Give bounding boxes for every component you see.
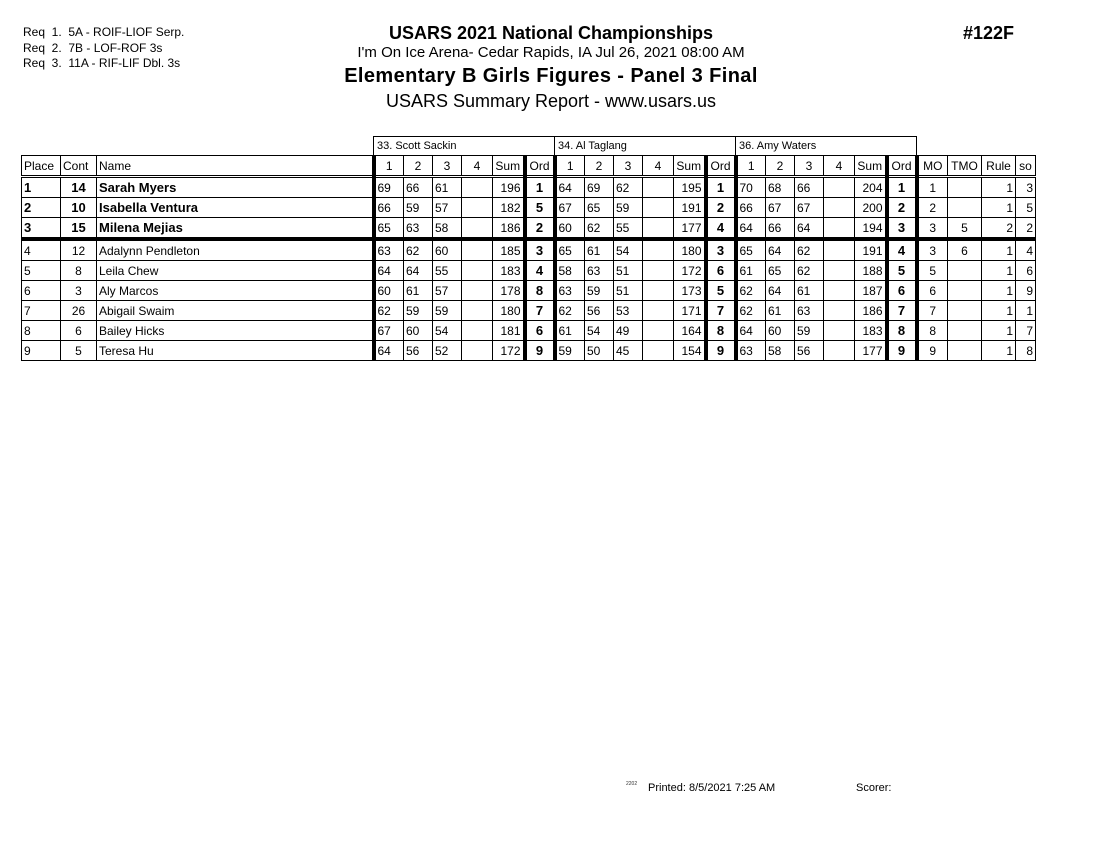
judges-row bbox=[22, 137, 1036, 156]
judge-sum-cell: 181 bbox=[493, 321, 525, 341]
figure-score-cell: 65 bbox=[374, 218, 404, 240]
competition-title: USARS 2021 National Championships bbox=[388, 23, 714, 43]
figure-score-cell: 66 bbox=[374, 198, 404, 218]
figure-score-cell: 55 bbox=[433, 261, 462, 281]
figure-score-cell: 69 bbox=[374, 177, 404, 198]
col-j1-fig4: 4 bbox=[462, 156, 493, 177]
judge-sum-cell: 187 bbox=[855, 281, 887, 301]
judge-ordinal-cell: 1 bbox=[887, 177, 917, 198]
figure-score-cell bbox=[462, 218, 493, 240]
judge-ordinal-cell: 8 bbox=[525, 281, 555, 301]
figure-score-cell bbox=[824, 198, 855, 218]
figure-score-cell: 66 bbox=[736, 198, 766, 218]
name-cell: Sarah Myers bbox=[97, 177, 374, 198]
tmo-cell bbox=[948, 301, 982, 321]
tmo-cell bbox=[948, 321, 982, 341]
col-j1-ord: Ord bbox=[525, 156, 555, 177]
figure-score-cell: 64 bbox=[736, 218, 766, 240]
col-j3-fig1: 1 bbox=[736, 156, 766, 177]
figure-score-cell: 66 bbox=[795, 177, 824, 198]
rule-cell: 1 bbox=[982, 239, 1016, 261]
judge-ordinal-cell: 5 bbox=[525, 198, 555, 218]
judge-ordinal-cell: 7 bbox=[887, 301, 917, 321]
figure-score-cell: 59 bbox=[404, 301, 433, 321]
judge-sum-cell: 178 bbox=[493, 281, 525, 301]
judge-ordinal-cell: 6 bbox=[706, 261, 736, 281]
judge-sum-cell: 200 bbox=[855, 198, 887, 218]
figure-score-cell: 65 bbox=[766, 261, 795, 281]
figure-score-cell: 61 bbox=[736, 261, 766, 281]
figure-score-cell: 62 bbox=[795, 261, 824, 281]
mo-cell: 7 bbox=[917, 301, 948, 321]
rule-cell: 1 bbox=[982, 198, 1016, 218]
judge-sum-cell: 164 bbox=[674, 321, 706, 341]
figure-score-cell: 62 bbox=[404, 239, 433, 261]
figure-score-cell: 56 bbox=[404, 341, 433, 361]
event-number: #122F bbox=[963, 23, 1015, 43]
col-j3-ord: Ord bbox=[887, 156, 917, 177]
tmo-cell: 6 bbox=[948, 239, 982, 261]
tmo-cell: 5 bbox=[948, 218, 982, 240]
so-cell: 1 bbox=[1016, 301, 1036, 321]
figure-score-cell: 59 bbox=[404, 198, 433, 218]
event-title: Elementary B Girls Figures - Panel 3 Final bbox=[344, 65, 758, 87]
column-header-row bbox=[22, 156, 1036, 177]
judge-sum-cell: 172 bbox=[674, 261, 706, 281]
figure-score-cell: 64 bbox=[736, 321, 766, 341]
figure-score-cell bbox=[643, 177, 674, 198]
report-subtitle: USARS Summary Report - www.usars.us bbox=[385, 91, 717, 111]
so-cell: 8 bbox=[1016, 341, 1036, 361]
figure-score-cell: 55 bbox=[614, 218, 643, 240]
figure-score-cell: 64 bbox=[404, 261, 433, 281]
figure-score-cell bbox=[643, 281, 674, 301]
mo-cell: 3 bbox=[917, 239, 948, 261]
figure-score-cell bbox=[462, 261, 493, 281]
rule-cell: 1 bbox=[982, 321, 1016, 341]
figure-score-cell: 68 bbox=[766, 177, 795, 198]
cont-cell: 5 bbox=[61, 341, 97, 361]
rule-cell: 1 bbox=[982, 281, 1016, 301]
figure-score-cell: 56 bbox=[795, 341, 824, 361]
figure-score-cell: 62 bbox=[736, 301, 766, 321]
figure-score-cell bbox=[824, 301, 855, 321]
figure-score-cell: 64 bbox=[795, 218, 824, 240]
figure-score-cell bbox=[643, 218, 674, 240]
judge-ordinal-cell: 5 bbox=[706, 281, 736, 301]
figure-score-cell bbox=[643, 321, 674, 341]
col-j2-fig4: 4 bbox=[643, 156, 674, 177]
judge-sum-cell: 186 bbox=[855, 301, 887, 321]
col-j2-fig1: 1 bbox=[555, 156, 585, 177]
mo-cell: 8 bbox=[917, 321, 948, 341]
requirement-3: Req 3. 11A - RIF-LIF Dbl. 3s bbox=[23, 56, 181, 70]
name-cell: Teresa Hu bbox=[97, 341, 374, 361]
figure-score-cell bbox=[462, 341, 493, 361]
figure-score-cell: 62 bbox=[614, 177, 643, 198]
place-cell: 9 bbox=[22, 341, 61, 361]
figure-score-cell: 64 bbox=[555, 177, 585, 198]
rule-cell: 1 bbox=[982, 301, 1016, 321]
table-row bbox=[22, 341, 1036, 361]
figure-score-cell: 63 bbox=[374, 239, 404, 261]
figure-score-cell bbox=[824, 239, 855, 261]
place-cell: 5 bbox=[22, 261, 61, 281]
judge-header-1: 33. Scott Sackin bbox=[374, 137, 555, 156]
judge-sum-cell: 204 bbox=[855, 177, 887, 198]
col-j2-sum: Sum bbox=[674, 156, 706, 177]
judge-ordinal-cell: 6 bbox=[887, 281, 917, 301]
figure-score-cell: 61 bbox=[433, 177, 462, 198]
figure-score-cell: 62 bbox=[555, 301, 585, 321]
rule-cell: 1 bbox=[982, 341, 1016, 361]
cont-cell: 8 bbox=[61, 261, 97, 281]
place-cell: 2 bbox=[22, 198, 61, 218]
table-row bbox=[22, 218, 1036, 240]
figure-score-cell: 64 bbox=[766, 239, 795, 261]
table-row bbox=[22, 261, 1036, 281]
place-cell: 7 bbox=[22, 301, 61, 321]
figure-score-cell: 50 bbox=[585, 341, 614, 361]
col-j3-sum: Sum bbox=[855, 156, 887, 177]
name-cell: Isabella Ventura bbox=[97, 198, 374, 218]
so-cell: 6 bbox=[1016, 261, 1036, 281]
judge-sum-cell: 196 bbox=[493, 177, 525, 198]
cont-cell: 26 bbox=[61, 301, 97, 321]
name-cell: Aly Marcos bbox=[97, 281, 374, 301]
figure-score-cell: 53 bbox=[614, 301, 643, 321]
figure-score-cell: 67 bbox=[374, 321, 404, 341]
col-j1-fig1: 1 bbox=[374, 156, 404, 177]
figure-score-cell bbox=[462, 198, 493, 218]
judge-ordinal-cell: 2 bbox=[887, 198, 917, 218]
judge-sum-cell: 195 bbox=[674, 177, 706, 198]
figure-score-cell bbox=[643, 301, 674, 321]
figure-score-cell: 67 bbox=[795, 198, 824, 218]
so-cell: 5 bbox=[1016, 198, 1036, 218]
judge-sum-cell: 194 bbox=[855, 218, 887, 240]
figure-score-cell bbox=[643, 261, 674, 281]
col-j2-fig3: 3 bbox=[614, 156, 643, 177]
judge-ordinal-cell: 1 bbox=[525, 177, 555, 198]
judge-sum-cell: 188 bbox=[855, 261, 887, 281]
judge-ordinal-cell: 4 bbox=[525, 261, 555, 281]
figure-score-cell: 58 bbox=[766, 341, 795, 361]
judge-ordinal-cell: 9 bbox=[706, 341, 736, 361]
figure-score-cell: 65 bbox=[736, 239, 766, 261]
requirement-2: Req 2. 7B - LOF-ROF 3s bbox=[23, 40, 163, 55]
tmo-cell bbox=[948, 341, 982, 361]
figure-score-cell: 59 bbox=[555, 341, 585, 361]
rule-cell: 2 bbox=[982, 218, 1016, 240]
cont-cell: 15 bbox=[61, 218, 97, 240]
judge-ordinal-cell: 2 bbox=[525, 218, 555, 240]
figure-score-cell: 66 bbox=[404, 177, 433, 198]
col-j3-fig3: 3 bbox=[795, 156, 824, 177]
col-j3-fig2: 2 bbox=[766, 156, 795, 177]
cont-cell: 12 bbox=[61, 239, 97, 261]
col-mo: MO bbox=[917, 156, 948, 177]
figure-score-cell bbox=[462, 239, 493, 261]
figure-score-cell: 56 bbox=[585, 301, 614, 321]
place-cell: 1 bbox=[22, 177, 61, 198]
mo-cell: 5 bbox=[917, 261, 948, 281]
figure-score-cell: 64 bbox=[374, 341, 404, 361]
figure-score-cell: 60 bbox=[433, 239, 462, 261]
figure-score-cell bbox=[462, 177, 493, 198]
col-rule: Rule bbox=[982, 156, 1016, 177]
figure-score-cell: 65 bbox=[555, 239, 585, 261]
table-row bbox=[22, 239, 1036, 261]
col-j2-fig2: 2 bbox=[585, 156, 614, 177]
figure-score-cell: 63 bbox=[555, 281, 585, 301]
figure-score-cell: 59 bbox=[614, 198, 643, 218]
figure-score-cell: 54 bbox=[585, 321, 614, 341]
figure-score-cell: 67 bbox=[555, 198, 585, 218]
mo-cell: 1 bbox=[917, 177, 948, 198]
figure-score-cell: 51 bbox=[614, 281, 643, 301]
figure-score-cell: 59 bbox=[795, 321, 824, 341]
figure-score-cell: 66 bbox=[766, 218, 795, 240]
figure-score-cell bbox=[824, 341, 855, 361]
judge-ordinal-cell: 3 bbox=[525, 239, 555, 261]
judge-sum-cell: 154 bbox=[674, 341, 706, 361]
figure-score-cell bbox=[462, 281, 493, 301]
figure-score-cell: 61 bbox=[585, 239, 614, 261]
place-cell: 6 bbox=[22, 281, 61, 301]
col-name: Name bbox=[97, 156, 374, 177]
figure-score-cell: 58 bbox=[433, 218, 462, 240]
figure-score-cell bbox=[462, 321, 493, 341]
cont-cell: 6 bbox=[61, 321, 97, 341]
mo-cell: 6 bbox=[917, 281, 948, 301]
judge-sum-cell: 177 bbox=[855, 341, 887, 361]
figure-score-cell: 60 bbox=[374, 281, 404, 301]
table-row bbox=[22, 177, 1036, 198]
col-j1-fig3: 3 bbox=[433, 156, 462, 177]
judge-sum-cell: 180 bbox=[493, 301, 525, 321]
judge-ordinal-cell: 4 bbox=[706, 218, 736, 240]
figure-score-cell bbox=[643, 198, 674, 218]
figure-score-cell: 63 bbox=[795, 301, 824, 321]
figure-score-cell: 57 bbox=[433, 281, 462, 301]
figure-score-cell: 62 bbox=[585, 218, 614, 240]
so-cell: 9 bbox=[1016, 281, 1036, 301]
figure-score-cell: 49 bbox=[614, 321, 643, 341]
judge-ordinal-cell: 9 bbox=[525, 341, 555, 361]
venue-datetime: I'm On Ice Arena- Cedar Rapids, IA Jul 26, 2021 08:00 AM bbox=[357, 44, 745, 61]
table-row bbox=[22, 198, 1036, 218]
judge-sum-cell: 177 bbox=[674, 218, 706, 240]
judge-ordinal-cell: 8 bbox=[887, 321, 917, 341]
table-row bbox=[22, 321, 1036, 341]
judge-ordinal-cell: 9 bbox=[887, 341, 917, 361]
figure-score-cell bbox=[824, 177, 855, 198]
figure-score-cell: 59 bbox=[585, 281, 614, 301]
figure-score-cell: 69 bbox=[585, 177, 614, 198]
col-cont: Cont bbox=[61, 156, 97, 177]
judge-ordinal-cell: 7 bbox=[525, 301, 555, 321]
table-row bbox=[22, 281, 1036, 301]
name-cell: Leila Chew bbox=[97, 261, 374, 281]
place-cell: 3 bbox=[22, 218, 61, 240]
table-row bbox=[22, 301, 1036, 321]
tmo-cell bbox=[948, 281, 982, 301]
figure-score-cell: 60 bbox=[555, 218, 585, 240]
judge-ordinal-cell: 2 bbox=[706, 198, 736, 218]
printed-timestamp: Printed: 8/5/2021 7:25 AM bbox=[648, 782, 776, 794]
judge-sum-cell: 172 bbox=[493, 341, 525, 361]
cont-cell: 14 bbox=[61, 177, 97, 198]
judge-ordinal-cell: 8 bbox=[706, 321, 736, 341]
judge-ordinal-cell: 1 bbox=[706, 177, 736, 198]
figure-score-cell: 58 bbox=[555, 261, 585, 281]
scorer-label: Scorer: bbox=[856, 782, 892, 794]
figure-score-cell: 67 bbox=[766, 198, 795, 218]
judge-header-2: 34. Al Taglang bbox=[555, 137, 736, 156]
so-cell: 3 bbox=[1016, 177, 1036, 198]
figure-score-cell: 57 bbox=[433, 198, 462, 218]
judge-ordinal-cell: 6 bbox=[525, 321, 555, 341]
col-tmo: TMO bbox=[948, 156, 982, 177]
col-so: so bbox=[1016, 156, 1036, 177]
col-place: Place bbox=[22, 156, 61, 177]
judge-sum-cell: 185 bbox=[493, 239, 525, 261]
so-cell: 2 bbox=[1016, 218, 1036, 240]
place-cell: 8 bbox=[22, 321, 61, 341]
figure-score-cell: 61 bbox=[766, 301, 795, 321]
cont-cell: 10 bbox=[61, 198, 97, 218]
figure-score-cell bbox=[643, 341, 674, 361]
col-j1-sum: Sum bbox=[493, 156, 525, 177]
figure-score-cell bbox=[824, 321, 855, 341]
judge-sum-cell: 180 bbox=[674, 239, 706, 261]
figure-score-cell: 64 bbox=[374, 261, 404, 281]
judge-sum-cell: 186 bbox=[493, 218, 525, 240]
figure-score-cell: 60 bbox=[404, 321, 433, 341]
judge-ordinal-cell: 3 bbox=[706, 239, 736, 261]
col-j1-fig2: 2 bbox=[404, 156, 433, 177]
judge-sum-cell: 191 bbox=[855, 239, 887, 261]
judge-sum-cell: 191 bbox=[674, 198, 706, 218]
name-cell: Bailey Hicks bbox=[97, 321, 374, 341]
figure-score-cell bbox=[643, 239, 674, 261]
figure-score-cell: 45 bbox=[614, 341, 643, 361]
rule-cell: 1 bbox=[982, 177, 1016, 198]
col-j3-fig4: 4 bbox=[824, 156, 855, 177]
name-cell: Milena Mejias bbox=[97, 218, 374, 240]
figure-score-cell: 52 bbox=[433, 341, 462, 361]
tmo-cell bbox=[948, 261, 982, 281]
name-cell: Adalynn Pendleton bbox=[97, 239, 374, 261]
figure-score-cell: 63 bbox=[404, 218, 433, 240]
judge-sum-cell: 182 bbox=[493, 198, 525, 218]
figure-score-cell: 65 bbox=[585, 198, 614, 218]
figure-score-cell: 60 bbox=[766, 321, 795, 341]
cont-cell: 3 bbox=[61, 281, 97, 301]
judge-ordinal-cell: 5 bbox=[887, 261, 917, 281]
judge-ordinal-cell: 3 bbox=[887, 218, 917, 240]
figure-score-cell: 63 bbox=[736, 341, 766, 361]
place-cell: 4 bbox=[22, 239, 61, 261]
figure-score-cell: 61 bbox=[555, 321, 585, 341]
figure-score-cell: 61 bbox=[404, 281, 433, 301]
requirement-1: Req 1. 5A - ROIF-LIOF Serp. bbox=[23, 25, 185, 39]
mo-cell: 9 bbox=[917, 341, 948, 361]
rule-cell: 1 bbox=[982, 261, 1016, 281]
so-cell: 7 bbox=[1016, 321, 1036, 341]
so-cell: 4 bbox=[1016, 239, 1036, 261]
figure-score-cell: 62 bbox=[374, 301, 404, 321]
figure-score-cell: 54 bbox=[433, 321, 462, 341]
requirements-list bbox=[23, 25, 184, 72]
figure-score-cell: 70 bbox=[736, 177, 766, 198]
figure-score-cell: 59 bbox=[433, 301, 462, 321]
judge-sum-cell: 173 bbox=[674, 281, 706, 301]
judge-sum-cell: 183 bbox=[493, 261, 525, 281]
figure-score-cell: 62 bbox=[795, 239, 824, 261]
judge-ordinal-cell: 4 bbox=[887, 239, 917, 261]
figure-score-cell: 62 bbox=[736, 281, 766, 301]
tmo-cell bbox=[948, 177, 982, 198]
figure-score-cell: 51 bbox=[614, 261, 643, 281]
mo-cell: 3 bbox=[917, 218, 948, 240]
figure-score-cell bbox=[824, 261, 855, 281]
judge-sum-cell: 171 bbox=[674, 301, 706, 321]
figure-score-cell: 61 bbox=[795, 281, 824, 301]
figure-score-cell bbox=[824, 281, 855, 301]
col-j2-ord: Ord bbox=[706, 156, 736, 177]
figure-score-cell bbox=[462, 301, 493, 321]
judge-header-3: 36. Amy Waters bbox=[736, 137, 917, 156]
version-stamp: 2202 bbox=[626, 781, 638, 787]
results-table bbox=[21, 136, 1036, 361]
figure-score-cell: 64 bbox=[766, 281, 795, 301]
name-cell: Abigail Swaim bbox=[97, 301, 374, 321]
mo-cell: 2 bbox=[917, 198, 948, 218]
judge-ordinal-cell: 7 bbox=[706, 301, 736, 321]
tmo-cell bbox=[948, 198, 982, 218]
judge-sum-cell: 183 bbox=[855, 321, 887, 341]
figure-score-cell: 54 bbox=[614, 239, 643, 261]
figure-score-cell: 63 bbox=[585, 261, 614, 281]
figure-score-cell bbox=[824, 218, 855, 240]
